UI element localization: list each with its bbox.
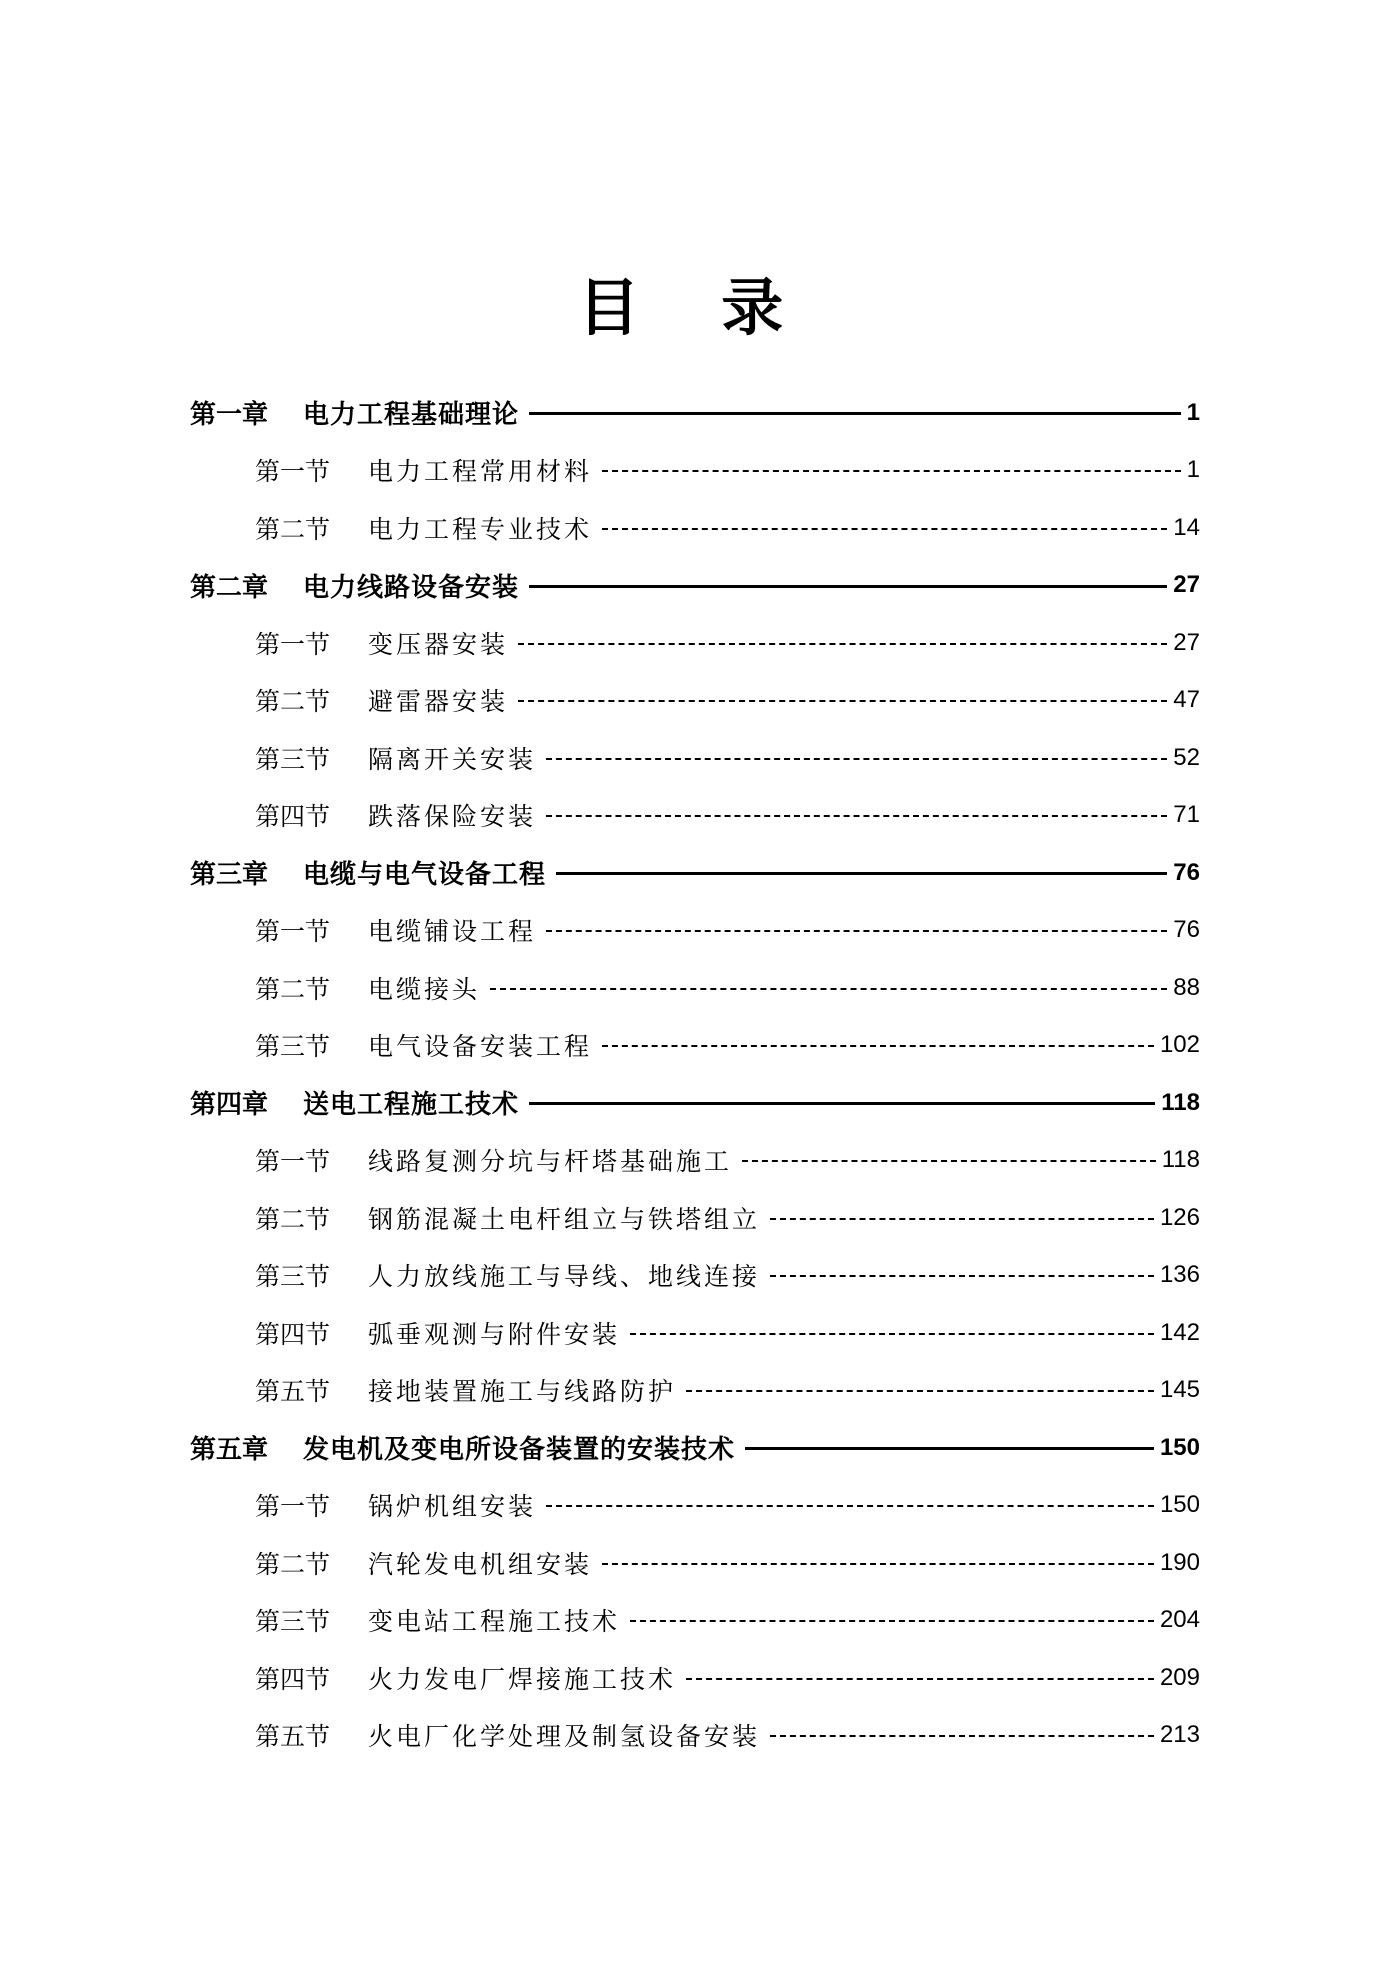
dot-leader: [490, 988, 1167, 990]
page-number: 76: [1173, 858, 1200, 886]
section-number: 第二节: [255, 974, 331, 1004]
section-title: 电缆铺设工程: [368, 917, 537, 947]
section-number: 第二节: [255, 687, 331, 717]
chapter-title: 发电机及变电所设备装置的安装技术: [303, 1435, 736, 1466]
page-number: 1: [1186, 456, 1200, 484]
page-number: 204: [1159, 1606, 1200, 1634]
toc-section-entry[interactable]: [190, 959, 1200, 1017]
section-title: 钢筋混凝土电杆组立与铁塔组立: [368, 1204, 761, 1234]
section-number: 第四节: [255, 802, 331, 832]
toc-chapter-entry[interactable]: [190, 557, 1200, 615]
dot-leader: [529, 1102, 1155, 1105]
dot-leader: [556, 872, 1167, 875]
page-number: 150: [1159, 1433, 1200, 1461]
toc-section-entry[interactable]: [190, 787, 1200, 845]
dot-leader: [546, 1505, 1154, 1507]
section-title: 跌落保险安装: [368, 802, 537, 832]
section-number: 第三节: [255, 744, 331, 774]
toc-section-entry[interactable]: [190, 1362, 1200, 1420]
dot-leader: [770, 1275, 1154, 1277]
toc-section-entry[interactable]: [190, 1649, 1200, 1707]
page-number: 52: [1173, 743, 1200, 771]
section-number: 第一节: [255, 917, 331, 947]
dot-leader: [742, 1160, 1156, 1162]
page-number: 14: [1173, 513, 1200, 541]
toc-section-entry[interactable]: [190, 902, 1200, 960]
toc-section-entry[interactable]: [190, 442, 1200, 500]
section-title: 人力放线施工与导线、地线连接: [368, 1262, 761, 1292]
dot-leader: [602, 528, 1167, 530]
section-number: 第四节: [255, 1319, 331, 1349]
section-number: 第五节: [255, 1722, 331, 1752]
page-number: 27: [1173, 628, 1200, 656]
dot-leader: [770, 1218, 1154, 1220]
toc-section-entry[interactable]: [190, 1304, 1200, 1362]
section-title: 变压器安装: [368, 629, 509, 659]
dot-leader: [745, 1447, 1154, 1450]
section-title: 锅炉机组安装: [368, 1492, 537, 1522]
section-title: 火力发电厂焊接施工技术: [368, 1664, 677, 1694]
section-title: 变电站工程施工技术: [368, 1607, 621, 1637]
chapter-title: 电缆与电气设备工程: [303, 860, 547, 891]
chapter-number: 第二章: [190, 572, 269, 603]
toc-chapter-entry[interactable]: [190, 844, 1200, 902]
section-number: 第一节: [255, 1147, 331, 1177]
section-title: 火电厂化学处理及制氢设备安装: [368, 1722, 761, 1752]
dot-leader: [529, 412, 1181, 415]
dot-leader: [630, 1620, 1154, 1622]
toc-chapter-entry[interactable]: [190, 384, 1200, 442]
section-number: 第五节: [255, 1377, 331, 1407]
dot-leader: [546, 815, 1167, 817]
page-number: 118: [1161, 1088, 1200, 1116]
section-title: 电力工程专业技术: [368, 514, 593, 544]
toc-section-entry[interactable]: [190, 1132, 1200, 1190]
page-number: 145: [1159, 1376, 1200, 1404]
dot-leader: [546, 930, 1167, 932]
page-number: 213: [1159, 1721, 1200, 1749]
chapter-title: 送电工程施工技术: [303, 1090, 520, 1121]
chapter-title: 电力线路设备安装: [303, 572, 520, 603]
page-number: 136: [1159, 1261, 1200, 1289]
page-number: 1: [1186, 398, 1200, 426]
toc-section-entry[interactable]: [190, 729, 1200, 787]
page-number: 126: [1159, 1203, 1200, 1231]
section-number: 第三节: [255, 1032, 331, 1062]
dot-leader: [518, 700, 1167, 702]
section-title: 避雷器安装: [368, 687, 509, 717]
dot-leader: [602, 1045, 1154, 1047]
section-number: 第二节: [255, 514, 331, 544]
section-number: 第四节: [255, 1664, 331, 1694]
section-number: 第三节: [255, 1262, 331, 1292]
toc-section-entry[interactable]: [190, 1477, 1200, 1535]
toc-section-entry[interactable]: [190, 499, 1200, 557]
page-number: 190: [1159, 1548, 1200, 1576]
section-title: 接地装置施工与线路防护: [368, 1377, 677, 1407]
page-number: 118: [1161, 1146, 1200, 1174]
page-number: 142: [1159, 1318, 1200, 1346]
toc-section-entry[interactable]: [190, 1534, 1200, 1592]
page-number: 88: [1173, 973, 1200, 1001]
toc-section-entry[interactable]: [190, 1247, 1200, 1305]
section-title: 电缆接头: [368, 974, 481, 1004]
dot-leader: [630, 1333, 1154, 1335]
section-number: 第一节: [255, 1492, 331, 1522]
section-title: 汽轮发电机组安装: [368, 1549, 593, 1579]
dot-leader: [529, 585, 1167, 588]
page-number: 102: [1159, 1031, 1200, 1059]
toc-chapter-entry[interactable]: [190, 1419, 1200, 1477]
section-number: 第二节: [255, 1204, 331, 1234]
section-number: 第一节: [255, 457, 331, 487]
page-number: 47: [1173, 686, 1200, 714]
chapter-number: 第四章: [190, 1090, 269, 1121]
page-number: 76: [1173, 916, 1200, 944]
dot-leader: [686, 1678, 1154, 1680]
section-number: 第一节: [255, 629, 331, 659]
toc-section-entry[interactable]: [190, 1017, 1200, 1075]
chapter-number: 第一章: [190, 400, 269, 431]
toc-section-entry[interactable]: [190, 1707, 1200, 1765]
page-number: 27: [1173, 571, 1200, 599]
dot-leader: [602, 470, 1181, 472]
section-title: 电气设备安装工程: [368, 1032, 593, 1062]
chapter-number: 第五章: [190, 1435, 269, 1466]
page-number: 71: [1173, 801, 1200, 829]
dot-leader: [770, 1735, 1154, 1737]
chapter-title: 电力工程基础理论: [303, 400, 520, 431]
page-number: 150: [1159, 1491, 1200, 1519]
dot-leader: [602, 1563, 1154, 1565]
table-of-contents: [190, 384, 1200, 1764]
toc-section-entry[interactable]: [190, 1592, 1200, 1650]
section-number: 第三节: [255, 1607, 331, 1637]
toc-section-entry[interactable]: [190, 614, 1200, 672]
chapter-number: 第三章: [190, 860, 269, 891]
section-title: 线路复测分坑与杆塔基础施工: [368, 1147, 733, 1177]
page-number: 209: [1159, 1663, 1200, 1691]
toc-section-entry[interactable]: [190, 672, 1200, 730]
toc-chapter-entry[interactable]: [190, 1074, 1200, 1132]
toc-section-entry[interactable]: [190, 1189, 1200, 1247]
dot-leader: [546, 758, 1167, 760]
page-title: 目 录: [577, 271, 814, 344]
section-number: 第二节: [255, 1549, 331, 1579]
section-title: 隔离开关安装: [368, 744, 537, 774]
dot-leader: [686, 1390, 1154, 1392]
section-title: 电力工程常用材料: [368, 457, 593, 487]
dot-leader: [518, 643, 1167, 645]
section-title: 弧垂观测与附件安装: [368, 1319, 621, 1349]
